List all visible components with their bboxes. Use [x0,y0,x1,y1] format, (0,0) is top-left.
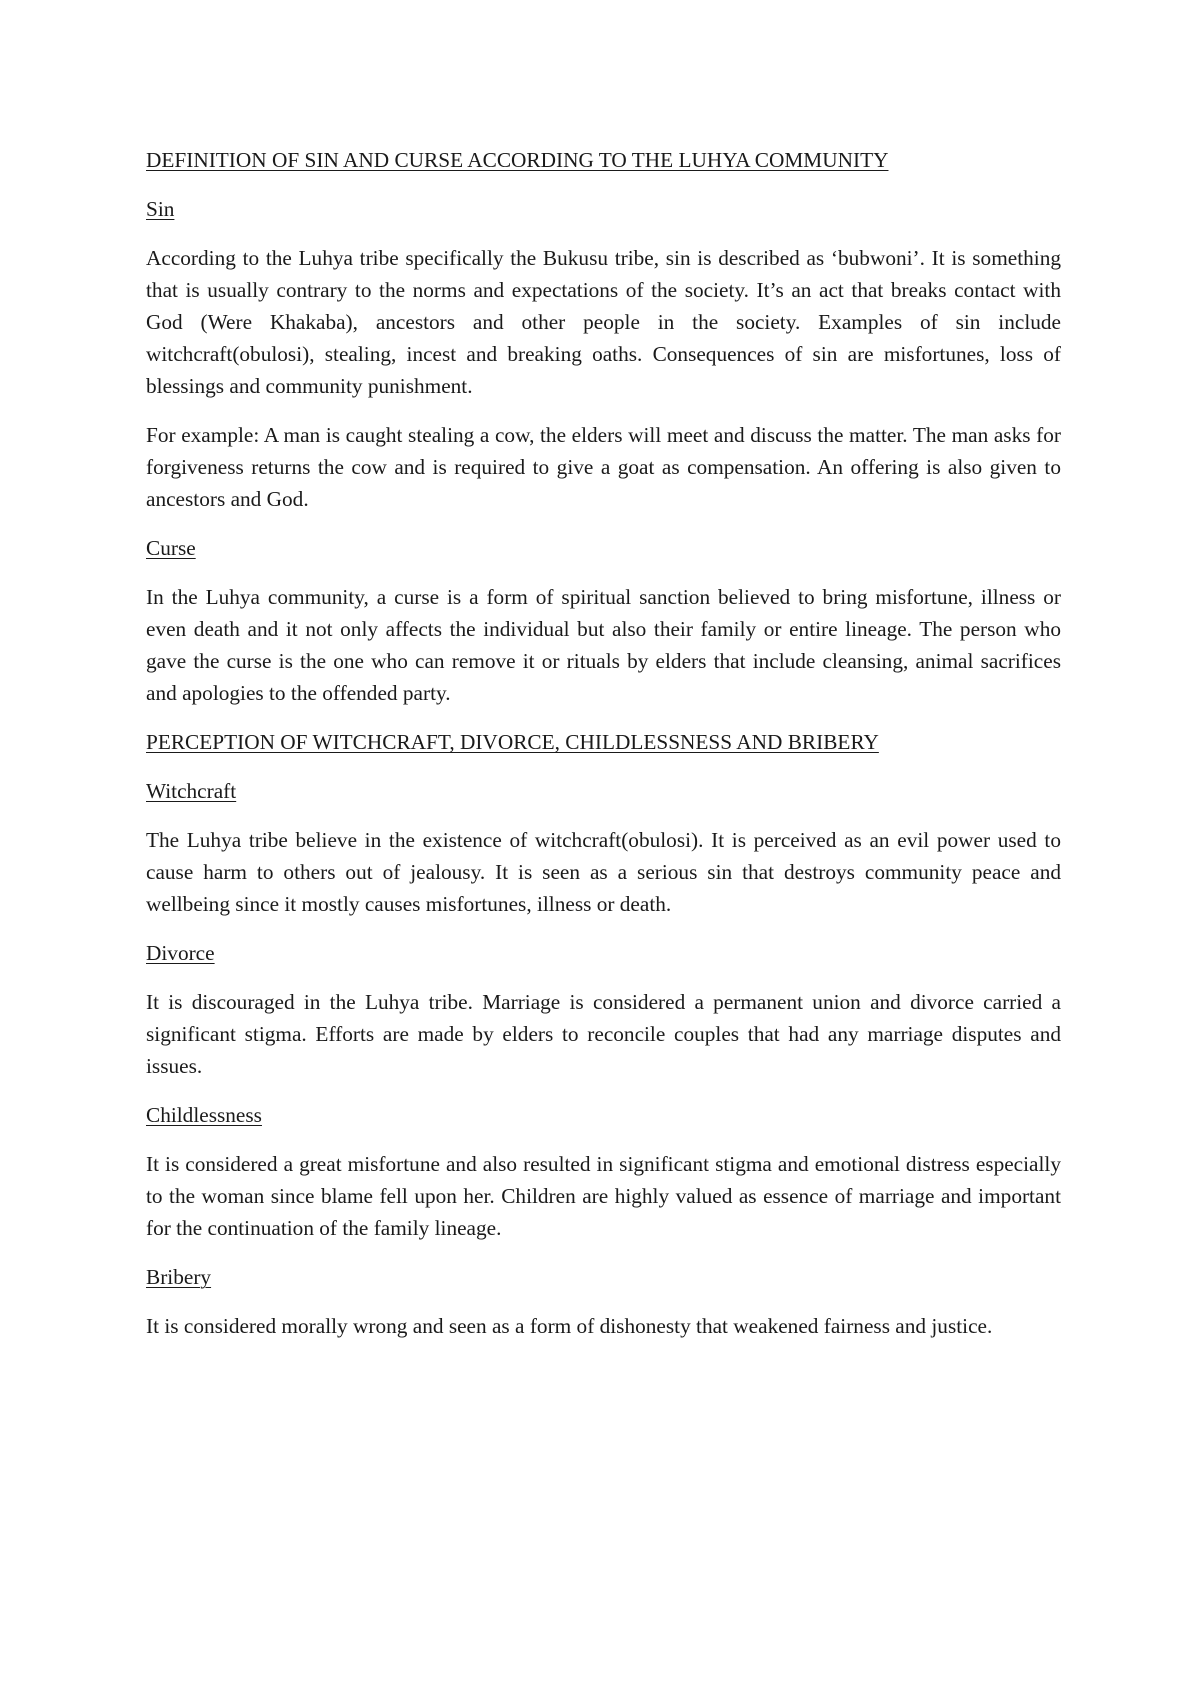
subheading-childlessness: Childlessness [146,1103,262,1127]
subheading-curse: Curse [146,536,196,560]
subheading-witchcraft: Witchcraft [146,779,237,803]
paragraph-curse: In the Luhya community, a curse is a form of spiritual sanction believed to bring misfortune, illness or even death and it not only affects the individual but also their family or entire lineage. The person who gave the curse is the one who can remove it or rituals by elders that include cleansing, animal sacrifices and apologies to the offended party. [146,585,1061,705]
section-heading-definition: DEFINITION OF SIN AND CURSE ACCORDING TO THE LUHYA COMMUNITY [146,148,889,172]
subheading-bribery: Bribery [146,1265,212,1289]
document-body [146,144,1061,1359]
section-heading-perception: PERCEPTION OF WITCHCRAFT, DIVORCE, CHILDLESSNESS AND BRIBERY [146,730,879,754]
paragraph-witchcraft: The Luhya tribe believe in the existence of witchcraft(obulosi). It is perceived as an evil power used to cause harm to others out of jealousy. It is seen as a serious sin that destroys community peace and wellbeing since it mostly causes misfortunes, illness or death. [146,828,1061,916]
paragraph-sin-example: For example: A man is caught stealing a cow, the elders will meet and discuss the matter. The man asks for forgiveness returns the cow and is required to give a goat as compensation. An offering is also given to ancestors and God. [146,423,1061,511]
paragraph-bribery: It is considered morally wrong and seen as a form of dishonesty that weakened fairness and justice. [146,1314,993,1338]
subheading-sin: Sin [146,197,175,221]
paragraph-divorce: It is discouraged in the Luhya tribe. Marriage is considered a permanent union and divorce carried a significant stigma. Efforts are made by elders to reconcile couples that had any marriage disputes and issues. [146,990,1061,1078]
paragraph-childlessness: It is considered a great misfortune and also resulted in significant stigma and emotional distress especially to the woman since blame fell upon her. Children are highly valued as essence of marriage and important for the continuation of the family lineage. [146,1152,1061,1240]
subheading-divorce: Divorce [146,941,215,965]
paragraph-sin-definition: According to the Luhya tribe specifically the Bukusu tribe, sin is described as ‘bubwoni’. It is something that is usually contrary to the norms and expectations of the society. It’s an act that breaks contact with God (Were Khakaba), ancestors and other people in the society. Examples of sin include witchcraft(obulosi), stealing, incest and breaking oaths. Consequences of sin are misfortunes, loss of blessings and community punishment. [146,246,1061,398]
